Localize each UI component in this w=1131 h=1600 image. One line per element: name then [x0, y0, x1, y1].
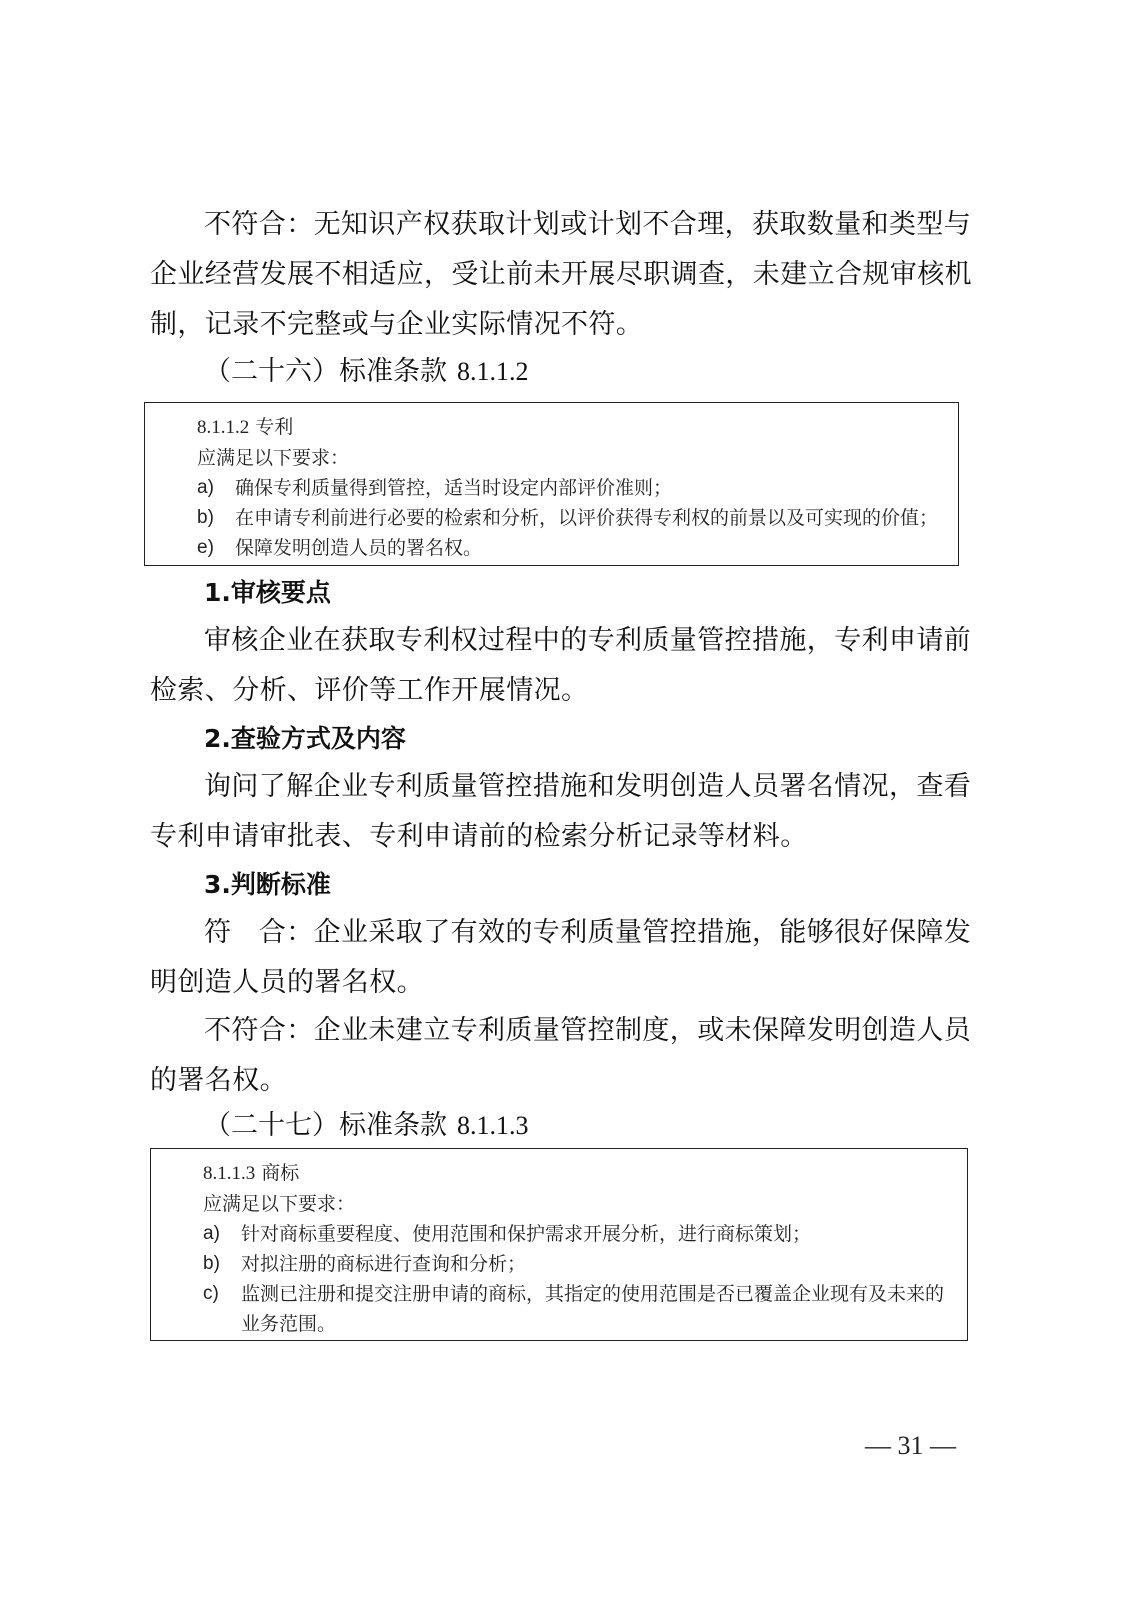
box-code: 8.1.1.2 — [197, 417, 250, 438]
item-text: 确保专利质量得到管控，适当时设定内部评价准则； — [235, 477, 673, 499]
item-text: 在申请专利前进行必要的检索和分析，以评价获得专利权的前景以及可实现的价值； — [235, 507, 939, 529]
section-heading-audit-points: 1.审核要点 — [204, 578, 331, 607]
clause-label: （二十六）标准条款 — [204, 356, 447, 387]
box-title-text: 专利 — [255, 416, 294, 438]
item-label: e) — [197, 537, 214, 558]
item-text: 对拟注册的商标进行查询和分析； — [241, 1253, 527, 1275]
box-intro: 应满足以下要求： — [197, 447, 350, 469]
list-item — [203, 1219, 947, 1249]
page-number: — 31 — — [865, 1431, 956, 1460]
clause-number: 8.1.1.2 — [457, 357, 529, 386]
item-label: b) — [203, 1253, 220, 1274]
item-text: 针对商标重要程度、使用范围和保护需求开展分析，进行商标策划； — [241, 1223, 812, 1245]
box-title — [197, 412, 944, 443]
clause-heading-27 — [204, 1106, 529, 1146]
paragraph-audit-points: 审核企业在获取专利权过程中的专利质量管控措施，专利申请前检索、分析、评价等工作开展情况。 — [150, 625, 972, 706]
paragraph-conform: 符 合：企业采取了有效的专利质量管控措施，能够很好保障发明创造人员的署名权。 — [150, 917, 972, 998]
paragraph-inspection: 询问了解企业专利质量管控措施和发明创造人员署名情况，查看专利申请审批表、专利申请前的检索分析记录等材料。 — [150, 771, 972, 852]
standard-clause-box-trademark — [150, 1148, 968, 1341]
item-text: 监测已注册和提交注册申请的商标，其指定的使用范围是否已覆盖企业现有及未来的业务范围。 — [241, 1283, 945, 1335]
box-title — [203, 1158, 947, 1189]
box-code: 8.1.1.3 — [203, 1163, 256, 1184]
item-label: c) — [203, 1283, 219, 1304]
box-title-text: 商标 — [261, 1162, 300, 1184]
box-intro: 应满足以下要求： — [203, 1193, 356, 1215]
clause-label: （二十七）标准条款 — [204, 1110, 447, 1141]
item-label: a) — [203, 1223, 220, 1244]
paragraph-nonconform: 不符合：企业未建立专利质量管控制度，或未保障发明创造人员的署名权。 — [150, 1015, 972, 1096]
item-label: a) — [197, 477, 214, 498]
clause-number: 8.1.1.3 — [457, 1111, 529, 1140]
section-heading-criteria: 3.判断标准 — [204, 870, 331, 899]
list-item — [203, 1279, 947, 1339]
item-label: b) — [197, 507, 214, 528]
item-text: 保障发明创造人员的署名权。 — [235, 537, 483, 559]
list-item — [197, 503, 944, 533]
standard-clause-box-patent — [144, 402, 959, 566]
paragraph-nonconform-acquisition: 不符合：无知识产权获取计划或计划不合理，获取数量和类型与企业经营发展不相适应，受让前未开展尽职调查，未建立合规审核机制，记录不完整或与企业实际情况不符。 — [150, 209, 972, 340]
clause-heading-26 — [204, 352, 529, 392]
list-item — [197, 533, 944, 563]
list-item — [197, 473, 944, 503]
list-item — [203, 1249, 947, 1279]
section-heading-inspection: 2.查验方式及内容 — [204, 724, 406, 753]
